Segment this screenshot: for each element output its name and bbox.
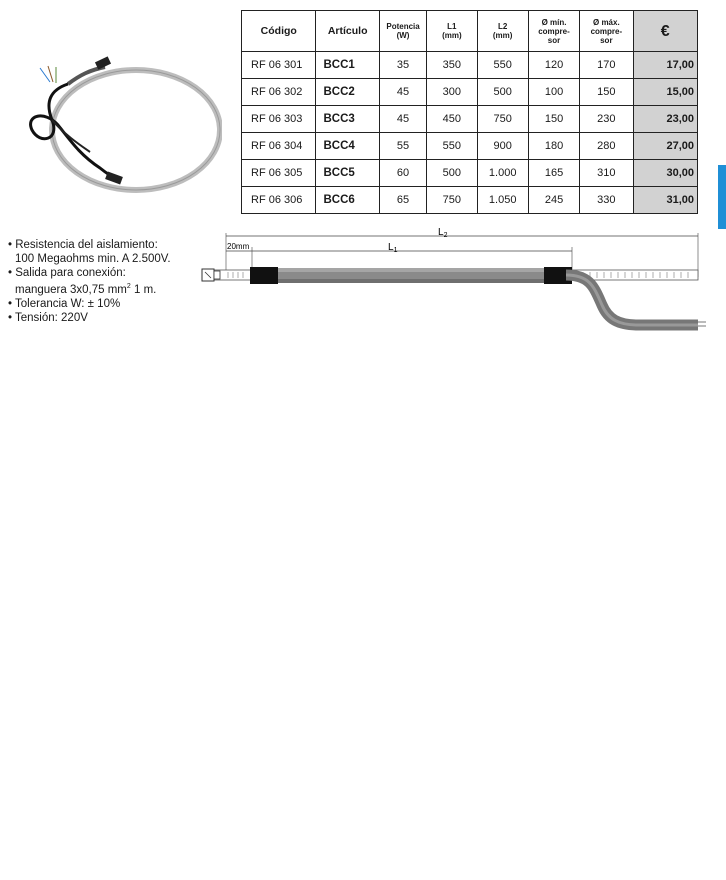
cell-power: 60 — [379, 160, 426, 187]
cell-article: BCC3 — [316, 106, 379, 133]
spec-output-text: manguera 3x0,75 mm — [15, 283, 127, 296]
header-dmax-line3: sor — [600, 35, 613, 45]
table-row — [242, 187, 698, 214]
l2-label: $L_2$ — [438, 227, 448, 239]
table-row — [242, 79, 698, 106]
cell-l2: 1.000 — [477, 160, 528, 187]
cell-l1: 750 — [427, 187, 477, 214]
header-dmax — [580, 11, 633, 52]
cell-price: 17,00 — [633, 52, 697, 79]
cell-price: 15,00 — [633, 79, 697, 106]
cell-price: 30,00 — [633, 160, 697, 187]
cell-code: RF 06 305 — [242, 160, 316, 187]
header-dmin-line2: compre- — [538, 26, 570, 36]
cell-code: RF 06 303 — [242, 106, 316, 133]
header-l1-line1: L1 — [447, 22, 457, 31]
header-article: Artículo — [316, 11, 379, 52]
header-power-line2: (W) — [396, 31, 410, 40]
cell-l1: 300 — [427, 79, 477, 106]
cell-dmax: 310 — [580, 160, 633, 187]
cell-dmin: 245 — [528, 187, 579, 214]
cell-l1: 550 — [427, 133, 477, 160]
cell-l2: 900 — [477, 133, 528, 160]
spec-insulation-label: • Resistencia del aislamiento: — [8, 239, 158, 251]
header-dmax-line2: compre- — [590, 26, 623, 36]
table-row — [242, 160, 698, 187]
cell-article: BCC1 — [316, 52, 379, 79]
spec-voltage: • Tensión: 220V — [8, 311, 88, 324]
spec-table — [241, 10, 698, 214]
header-dmax-line1: Ø máx. — [593, 17, 620, 27]
cell-l1: 450 — [427, 106, 477, 133]
cell-dmax: 280 — [580, 133, 633, 160]
cell-power: 45 — [379, 106, 426, 133]
cell-l2: 500 — [477, 79, 528, 106]
spec-output-suffix: 1 m. — [130, 283, 157, 296]
dimension-drawing — [198, 225, 710, 335]
cell-price: 27,00 — [633, 133, 697, 160]
cell-article: BCC2 — [316, 79, 379, 106]
header-l1-line2: (mm) — [442, 31, 462, 40]
spec-tolerance: • Tolerancia W: ± 10% — [8, 297, 121, 310]
cell-price: 31,00 — [633, 187, 697, 214]
cell-power: 45 — [379, 79, 426, 106]
header-power — [379, 11, 426, 52]
header-code: Código — [242, 11, 316, 52]
spec-insulation-value: 100 Megaohms min. A 2.500V. — [15, 253, 171, 265]
cell-dmax: 230 — [580, 106, 633, 133]
header-l1 — [427, 11, 477, 52]
cell-l2: 750 — [477, 106, 528, 133]
header-l2-line2: (mm) — [492, 31, 513, 40]
product-photo — [10, 40, 222, 210]
table-header-row — [242, 11, 698, 52]
cell-code: RF 06 301 — [242, 52, 316, 79]
offset-label: 20mm — [227, 242, 250, 251]
header-l2 — [477, 11, 528, 52]
table-row — [242, 52, 698, 79]
cell-dmax: 330 — [580, 187, 633, 214]
cell-price: 23,00 — [633, 106, 697, 133]
cell-l2: 1.050 — [477, 187, 528, 214]
spec-output-label: • Salida para conexión: — [8, 267, 126, 279]
cell-l2: 550 — [477, 52, 528, 79]
cell-l1: 350 — [427, 52, 477, 79]
l1-label: $L_1$ — [388, 242, 398, 254]
header-l2-line1: L2 — [498, 22, 508, 31]
cell-dmin: 150 — [528, 106, 579, 133]
table-row — [242, 106, 698, 133]
header-dmin-line1: Ø mín. — [541, 17, 567, 27]
cell-dmin: 165 — [528, 160, 579, 187]
cell-dmin: 100 — [528, 79, 579, 106]
cell-code: RF 06 302 — [242, 79, 316, 106]
header-power-line1: Potencia — [386, 22, 420, 31]
header-price: € — [633, 11, 697, 52]
header-dmin-line3: sor — [547, 35, 561, 45]
cell-l1: 500 — [427, 160, 477, 187]
cell-dmin: 180 — [528, 133, 579, 160]
cell-power: 35 — [379, 52, 426, 79]
cell-power: 55 — [379, 133, 426, 160]
cell-dmin: 120 — [528, 52, 579, 79]
cell-article: BCC6 — [316, 187, 379, 214]
table-row — [242, 133, 698, 160]
cell-code: RF 06 304 — [242, 133, 316, 160]
spec-output-superscript: 2 — [126, 283, 131, 290]
section-tab-marker — [718, 165, 726, 229]
spec-output-value — [8, 280, 208, 297]
cell-article: BCC5 — [316, 160, 379, 187]
cell-article: BCC4 — [316, 133, 379, 160]
cell-dmax: 170 — [580, 52, 633, 79]
cell-dmax: 150 — [580, 79, 633, 106]
spec-list — [8, 238, 208, 325]
cell-power: 65 — [379, 187, 426, 214]
cell-code: RF 06 306 — [242, 187, 316, 214]
header-dmin — [528, 11, 579, 52]
